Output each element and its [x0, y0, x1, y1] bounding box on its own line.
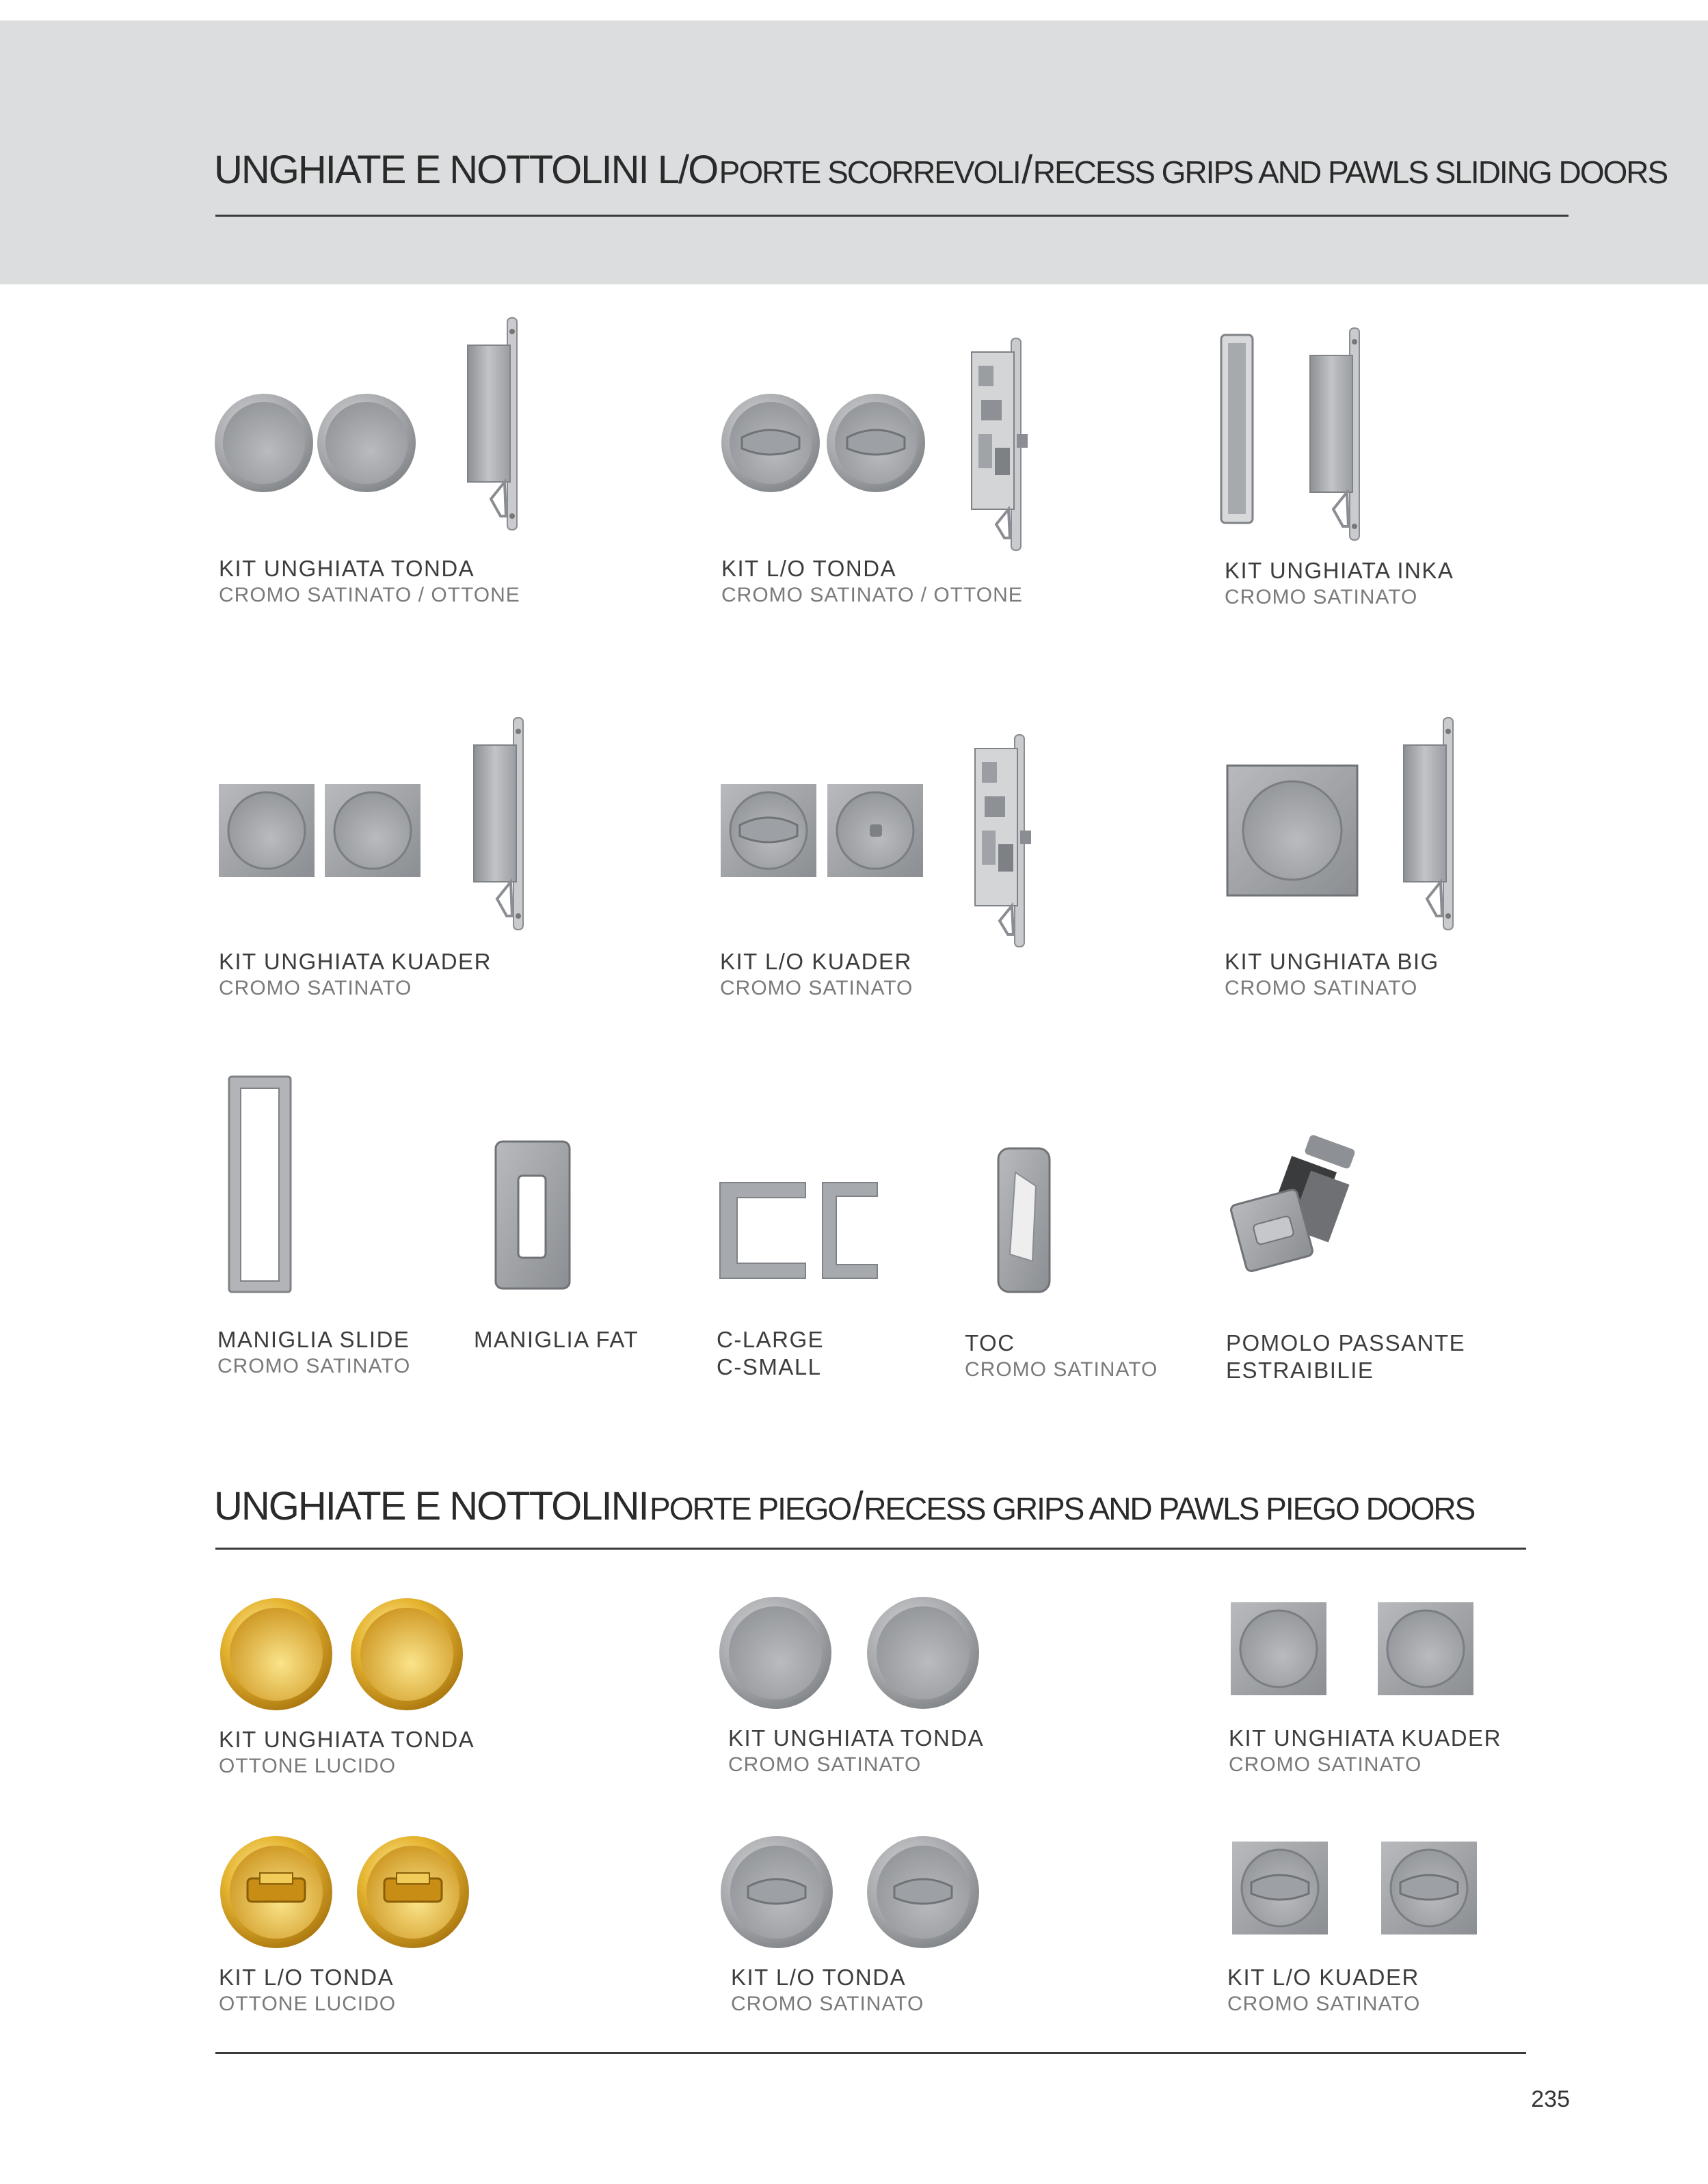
product-caption: KIT L/O TONDA CROMO SATINATO: [731, 1965, 924, 2015]
section-title-sliding: UNGHIATE E NOTTOLINI L/O PORTE SCORREVOLI / RECESS GRIPS AND PAWLS SLIDING DOORS: [214, 148, 1668, 192]
section-title-piego: UNGHIATE E NOTTOLINI PORTE PIEGO / RECESS GRIPS AND PAWLS PIEGO DOORS: [214, 1484, 1475, 1528]
product-caption: POMOLO PASSANTE ESTRAIBILIE: [1226, 1330, 1466, 1383]
product-caption: KIT UNGHIATA TONDA CROMO SATINATO: [728, 1725, 985, 1776]
piego-kit-lo-tonda-chrome-image: [718, 1832, 991, 1955]
product-caption: KIT L/O KUADER CROMO SATINATO: [720, 949, 913, 999]
title-rule: [215, 215, 1569, 217]
product-caption: KIT UNGHIATA TONDA OTTONE LUCIDO: [219, 1727, 475, 1777]
product-caption: KIT UNGHIATA TONDA CROMO SATINATO / OTTONE: [219, 556, 520, 606]
product-caption: MANIGLIA SLIDE CROMO SATINATO: [217, 1327, 411, 1377]
kit-lo-kuader-image: [718, 738, 1053, 943]
maniglia-slide-image: [226, 1073, 301, 1299]
product-caption: TOC CROMO SATINATO: [965, 1330, 1158, 1381]
title-rule: [215, 1548, 1526, 1550]
pomolo-passante-image: [1224, 1135, 1381, 1299]
product-caption: C-LARGE C-SMALL: [717, 1327, 825, 1379]
product-caption: KIT UNGHIATA KUADER CROMO SATINATO: [219, 949, 492, 999]
product-caption: KIT L/O KUADER CROMO SATINATO: [1227, 1965, 1421, 2015]
footer-rule: [215, 2052, 1526, 2054]
c-large-c-small-image: [717, 1176, 888, 1292]
piego-kit-unghiata-kuader-image: [1224, 1593, 1491, 1709]
kit-unghiata-kuader-image: [215, 714, 544, 933]
product-caption: KIT L/O TONDA OTTONE LUCIDO: [219, 1965, 397, 2015]
piego-kit-lo-kuader-image: [1224, 1832, 1497, 1948]
kit-unghiata-big-image: [1220, 714, 1467, 933]
kit-lo-tonda-image: [721, 342, 1050, 540]
kit-unghiata-tonda-image: [212, 314, 547, 533]
product-caption: KIT L/O TONDA CROMO SATINATO / OTTONE: [721, 556, 1023, 606]
piego-kit-unghiata-tonda-brass-image: [219, 1593, 472, 1716]
maniglia-fat-image: [492, 1138, 574, 1295]
product-caption: KIT UNGHIATA INKA CROMO SATINATO: [1225, 558, 1454, 608]
page-number: 235: [1531, 2086, 1570, 2112]
product-caption: MANIGLIA FAT: [474, 1327, 639, 1352]
kit-unghiata-inka-image: [1217, 328, 1395, 533]
piego-kit-lo-tonda-brass-image: [219, 1832, 479, 1955]
product-caption: KIT UNGHIATA KUADER CROMO SATINATO: [1229, 1725, 1502, 1776]
piego-kit-unghiata-tonda-chrome-image: [718, 1593, 991, 1716]
product-caption: KIT UNGHIATA BIG CROMO SATINATO: [1225, 949, 1439, 999]
toc-image: [995, 1145, 1063, 1295]
